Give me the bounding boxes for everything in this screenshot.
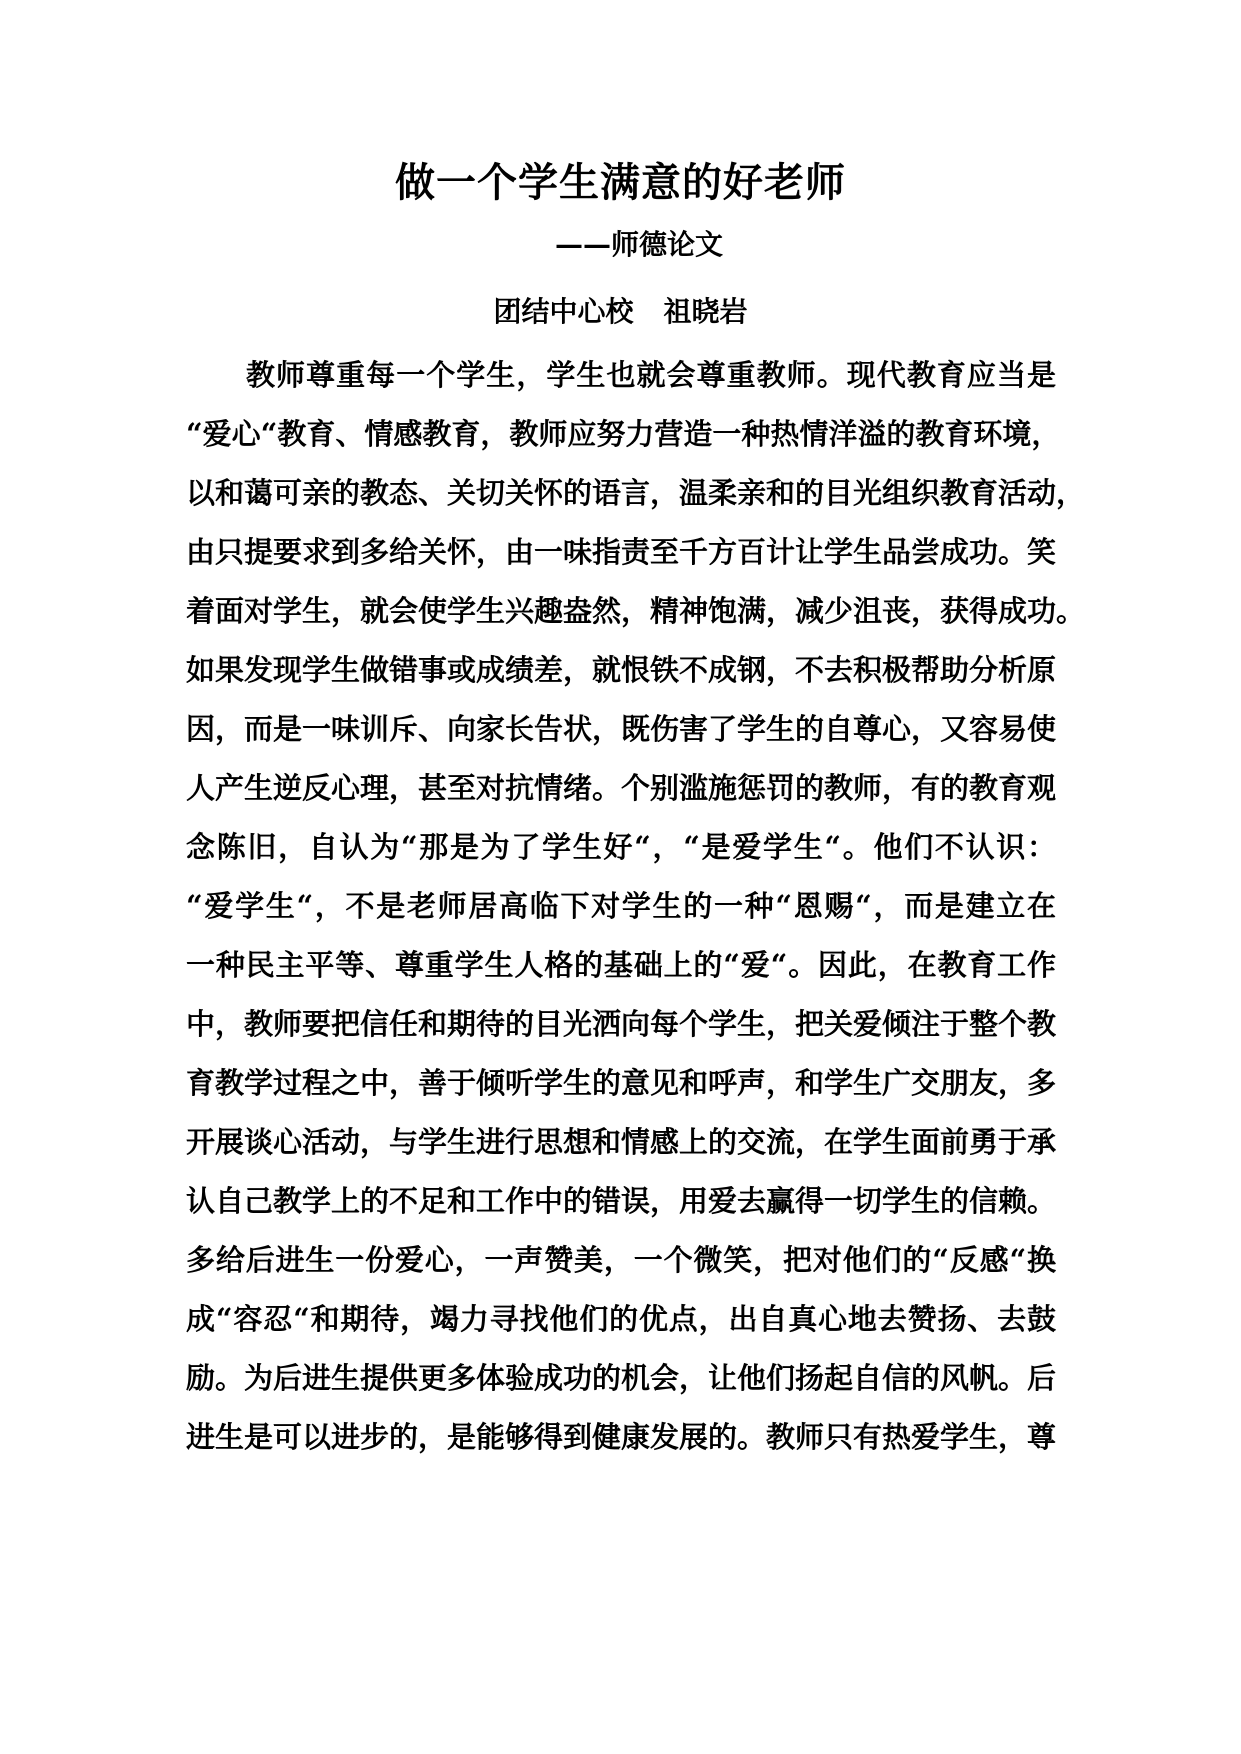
- paragraph-line: 中，教师要把信任和期待的目光洒向每个学生，把关爱倾注于整个教: [186, 1007, 1057, 1041]
- author-school: 团结中心校: [493, 295, 634, 328]
- paragraph-line: 由只提要求到多给关怀，由一味指责至千方百计让学生品尝成功。笑: [186, 535, 1057, 569]
- paragraph-line: 一种民主平等、尊重学生人格的基础上的“爱“。因此，在教育工作: [186, 948, 1056, 982]
- paragraph-line: “爱心“教育、情感教育，教师应努力营造一种热情洋溢的教育环境，: [186, 417, 1061, 451]
- paragraph-line: “爱学生“，不是老师居高临下对学生的一种“恩赐“，而是建立在: [186, 889, 1056, 923]
- paragraph-line: 开展谈心活动，与学生进行思想和情感上的交流，在学生面前勇于承: [186, 1125, 1057, 1159]
- paragraph-line: 多给后进生一份爱心，一声赞美，一个微笑，把对他们的“反感“换: [186, 1243, 1056, 1277]
- paragraph-line: 因，而是一味训斥、向家长告状，既伤害了学生的自尊心，又容易使: [186, 712, 1057, 746]
- paragraph-line: 人产生逆反心理，甚至对抗情绪。个别滥施惩罚的教师，有的教育观: [186, 771, 1057, 805]
- paragraph-line: 励。为后进生提供更多体验成功的机会，让他们扬起自信的风帆。后: [186, 1361, 1057, 1395]
- author-line: [0, 294, 1241, 330]
- paragraph-line: 育教学过程之中，善于倾听学生的意见和呼声，和学生广交朋友，多: [186, 1066, 1057, 1100]
- paragraph-line: 进生是可以进步的，是能够得到健康发展的。教师只有热爱学生，尊: [186, 1420, 1057, 1454]
- paragraph-line: 如果发现学生做错事或成绩差，就恨铁不成钢，不去积极帮助分析原: [186, 653, 1057, 687]
- paragraph-line: 成“容忍“和期待，竭力寻找他们的优点，出自真心地去赞扬、去鼓: [186, 1302, 1056, 1336]
- paragraph-line: 以和蔼可亲的教态、关切关怀的语言，温柔亲和的目光组织教育活动，: [186, 476, 1086, 510]
- document-subtitle: ——师德论文: [555, 228, 724, 261]
- document-title: 做一个学生满意的好老师: [395, 159, 846, 206]
- paragraph-line: 教师尊重每一个学生，学生也就会尊重教师。现代教育应当是: [246, 358, 1056, 392]
- paragraph-line: 认自己教学上的不足和工作中的错误，用爱去赢得一切学生的信赖。: [186, 1184, 1057, 1218]
- author-name: 祖晓岩: [663, 295, 748, 328]
- paragraph-line: 着面对学生，就会使学生兴趣盎然，精神饱满，减少沮丧，获得成功。: [186, 594, 1086, 628]
- paragraph-line: 念陈旧，自认为“那是为了学生好“，“是爱学生“。他们不认识：: [186, 830, 1056, 864]
